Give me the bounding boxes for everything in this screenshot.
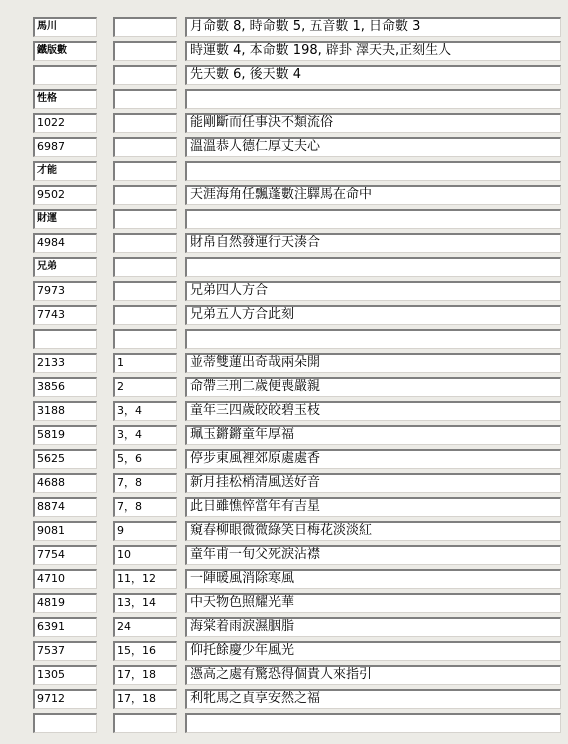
code-field[interactable]: 6987 (33, 137, 97, 157)
verse-text-field[interactable]: 能剛斷而任事決不類流俗 (185, 113, 561, 133)
section-label-field[interactable]: 馬川 (33, 17, 97, 37)
verse-text-field[interactable]: 兄弟四人方合 (185, 281, 561, 301)
verse-text-field[interactable] (185, 257, 561, 277)
verse-text-field[interactable]: 憑高之處有驚恐得個貴人來指引 (185, 665, 561, 685)
section-label-field[interactable]: 財運 (33, 209, 97, 229)
age-field[interactable]: 3，4 (113, 401, 177, 421)
verse-text-field[interactable]: 並蒂雙蓮出奇哉兩朵開 (185, 353, 561, 373)
code-field[interactable]: 4710 (33, 569, 97, 589)
age-field[interactable]: 10 (113, 545, 177, 565)
verse-text-field[interactable]: 溫溫恭人德仁厚丈夫心 (185, 137, 561, 157)
age-field[interactable] (113, 113, 177, 133)
age-field[interactable] (113, 329, 177, 349)
table-row (0, 689, 568, 709)
verse-text-field[interactable]: 先天數 6, 後天數 4 (185, 65, 561, 85)
table-row (0, 137, 568, 157)
table-row (0, 233, 568, 253)
code-field[interactable]: 4984 (33, 233, 97, 253)
table-row (0, 713, 568, 733)
table-row (0, 497, 568, 517)
code-field[interactable]: 9081 (33, 521, 97, 541)
verse-text-field[interactable]: 新月挂松梢清風送好音 (185, 473, 561, 493)
table-row (0, 641, 568, 661)
verse-text-field[interactable] (185, 161, 561, 181)
age-field[interactable]: 7，8 (113, 497, 177, 517)
verse-text-field[interactable] (185, 713, 561, 733)
age-field[interactable] (113, 137, 177, 157)
age-field[interactable] (113, 305, 177, 325)
code-field[interactable]: 5625 (33, 449, 97, 469)
table-row (0, 569, 568, 589)
age-field[interactable]: 11，12 (113, 569, 177, 589)
verse-text-field[interactable]: 海棠着雨淚濕胭脂 (185, 617, 561, 637)
table-row (0, 257, 568, 277)
code-field[interactable] (33, 713, 97, 733)
age-field[interactable] (113, 89, 177, 109)
age-field[interactable] (113, 185, 177, 205)
table-row (0, 209, 568, 229)
verse-text-field[interactable]: 中天物色照耀光華 (185, 593, 561, 613)
table-row (0, 41, 568, 61)
table-row (0, 593, 568, 613)
table-row (0, 545, 568, 565)
code-field[interactable]: 7754 (33, 545, 97, 565)
code-field[interactable] (33, 65, 97, 85)
verse-text-field[interactable]: 命帶三刑二歲便喪嚴親 (185, 377, 561, 397)
code-field[interactable]: 5819 (33, 425, 97, 445)
table-row (0, 353, 568, 373)
age-field[interactable]: 7，8 (113, 473, 177, 493)
section-label-field[interactable]: 鐵版數 (33, 41, 97, 61)
verse-text-field[interactable]: 窺春柳眼微微綠笑日梅花淡淡紅 (185, 521, 561, 541)
code-field[interactable] (33, 329, 97, 349)
code-field[interactable]: 7537 (33, 641, 97, 661)
verse-text-field[interactable]: 童年三四歲皎皎碧玉枝 (185, 401, 561, 421)
verse-text-field[interactable] (185, 329, 561, 349)
table-row (0, 425, 568, 445)
age-field[interactable] (113, 257, 177, 277)
verse-text-field[interactable]: 月命數 8, 時命數 5, 五音數 1, 日命數 3 (185, 17, 561, 37)
table-row (0, 377, 568, 397)
code-field[interactable]: 8874 (33, 497, 97, 517)
verse-text-field[interactable]: 兄弟五人方合此刻 (185, 305, 561, 325)
code-field[interactable]: 4688 (33, 473, 97, 493)
code-field[interactable]: 3188 (33, 401, 97, 421)
code-field[interactable]: 9502 (33, 185, 97, 205)
code-field[interactable]: 4819 (33, 593, 97, 613)
age-field[interactable]: 1 (113, 353, 177, 373)
verse-text-field[interactable]: 停步東風裡郊原處處香 (185, 449, 561, 469)
table-row (0, 65, 568, 85)
verse-text-field[interactable] (185, 89, 561, 109)
table-row (0, 521, 568, 541)
verse-text-field[interactable]: 仰托餘慶少年風光 (185, 641, 561, 661)
table-row (0, 401, 568, 421)
age-field[interactable] (113, 17, 177, 37)
verse-text-field[interactable]: 天涯海角任飄蓬數注驛馬在命中 (185, 185, 561, 205)
table-row (0, 665, 568, 685)
verse-text-field[interactable]: 此日雖憔悴當年有吉星 (185, 497, 561, 517)
age-field[interactable]: 17，18 (113, 665, 177, 685)
table-row (0, 305, 568, 325)
section-label-field[interactable]: 性格 (33, 89, 97, 109)
table-row (0, 185, 568, 205)
age-field[interactable] (113, 233, 177, 253)
code-field[interactable]: 3856 (33, 377, 97, 397)
age-field[interactable]: 5，6 (113, 449, 177, 469)
verse-text-field[interactable]: 珮玉鏘鏘童年厚福 (185, 425, 561, 445)
age-field[interactable] (113, 41, 177, 61)
age-field[interactable]: 2 (113, 377, 177, 397)
code-field[interactable]: 2133 (33, 353, 97, 373)
age-field[interactable]: 9 (113, 521, 177, 541)
table-row (0, 113, 568, 133)
age-field[interactable] (113, 161, 177, 181)
verse-text-field[interactable]: 一陣暖風消除寒風 (185, 569, 561, 589)
verse-text-field[interactable]: 利牝馬之貞享安然之福 (185, 689, 561, 709)
verse-text-field[interactable]: 時運數 4, 本命數 198, 辟卦 澤天夬,正刻生人 (185, 41, 561, 61)
section-label-field[interactable]: 才能 (33, 161, 97, 181)
code-field[interactable]: 6391 (33, 617, 97, 637)
age-field[interactable] (113, 209, 177, 229)
code-field[interactable]: 7973 (33, 281, 97, 301)
age-field[interactable] (113, 281, 177, 301)
verse-text-field[interactable] (185, 209, 561, 229)
table-row (0, 17, 568, 37)
age-field[interactable]: 15，16 (113, 641, 177, 661)
code-field[interactable]: 1022 (33, 113, 97, 133)
verse-text-field[interactable]: 財帛自然發運行天湊合 (185, 233, 561, 253)
verse-text-field[interactable]: 童年甫一旬父死淚沾襟 (185, 545, 561, 565)
table-row (0, 473, 568, 493)
age-field[interactable] (113, 713, 177, 733)
table-row (0, 281, 568, 301)
age-field[interactable]: 3，4 (113, 425, 177, 445)
table-row (0, 617, 568, 637)
table-row (0, 161, 568, 181)
table-row (0, 449, 568, 469)
code-field[interactable]: 9712 (33, 689, 97, 709)
age-field[interactable]: 24 (113, 617, 177, 637)
age-field[interactable]: 17，18 (113, 689, 177, 709)
table-row (0, 329, 568, 349)
age-field[interactable] (113, 65, 177, 85)
code-field[interactable]: 7743 (33, 305, 97, 325)
section-label-field[interactable]: 兄弟 (33, 257, 97, 277)
table-row (0, 89, 568, 109)
code-field[interactable]: 1305 (33, 665, 97, 685)
age-field[interactable]: 13，14 (113, 593, 177, 613)
